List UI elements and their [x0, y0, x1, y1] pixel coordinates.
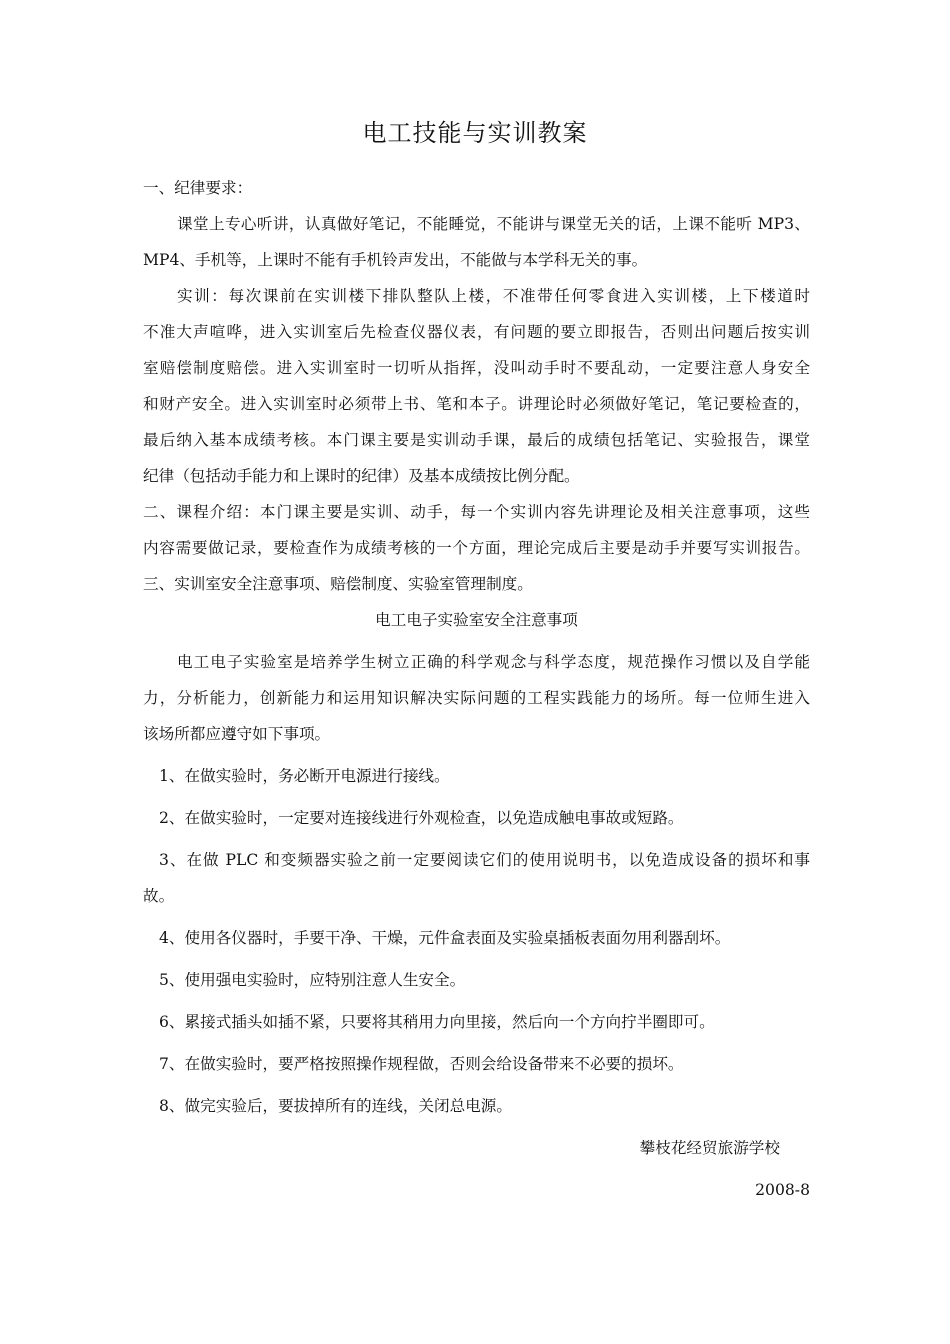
intro-line: 力，分析能力，创新能力和运用知识解决实际问题的工程实践能力的场所。每一位师生进入	[143, 689, 810, 707]
section-heading-lab-safety: 三、实训室安全注意事项、赔偿制度、实验室管理制度。	[143, 575, 533, 593]
paragraph-line: 室赔偿制度赔偿。进入实训室时一切听从指挥，没叫动手时不要乱动，一定要注意人身安全	[143, 359, 810, 377]
paragraph-line: 和财产安全。进入实训室时必须带上书、笔和本子。讲理论时必须做好笔记，笔记要检查的，	[143, 395, 810, 413]
rule-item-4: 4、使用各仪器时，手要干净、干燥，元件盒表面及实验桌插板表面勿用利器刮坏。	[159, 929, 731, 947]
rule-item-8: 8、做完实验后，要拔掉所有的连线，关闭总电源。	[159, 1097, 512, 1115]
intro-line: 电工电子实验室是培养学生树立正确的科学观念与科学态度，规范操作习惯以及自学能	[177, 653, 810, 671]
rule-item-5: 5、使用强电实验时，应特别注意人生安全。	[159, 971, 466, 989]
rule-item-7: 7、在做实验时，要严格按照操作规程做，否则会给设备带来不必要的损坏。	[159, 1055, 684, 1073]
document-title: 电工技能与实训教案	[362, 119, 588, 147]
signature-date: 2008-8	[755, 1181, 810, 1199]
rule-item-2: 2、在做实验时，一定要对连接线进行外观检查，以免造成触电事故或短路。	[159, 809, 684, 827]
rule-item-3: 3、在做 PLC 和变频器实验之前一定要阅读它们的使用说明书，以免造成设备的损坏和事	[159, 851, 810, 869]
paragraph-line: MP4、手机等，上课时不能有手机铃声发出，不能做与本学科无关的事。	[143, 251, 648, 269]
paragraph-line: 纪律（包括动手能力和上课时的纪律）及基本成绩按比例分配。	[143, 467, 580, 485]
section-course-intro-line: 二、课程介绍：本门课主要是实训、动手，每一个实训内容先讲理论及相关注意事项，这些	[143, 503, 810, 521]
section-course-intro-line: 内容需要做记录，要检查作为成绩考核的一个方面，理论完成后主要是动手并要写实训报告。	[143, 539, 810, 557]
document-body	[143, 170, 810, 1208]
subtitle-lab-safety: 电工电子实验室安全注意事项	[375, 611, 578, 629]
paragraph-line: 不准大声喧哗，进入实训室后先检查仪器仪表，有问题的要立即报告，否则出问题后按实训	[143, 323, 810, 341]
rule-item-6: 6、累接式插头如插不紧，只要将其稍用力向里接，然后向一个方向拧半圈即可。	[159, 1013, 715, 1031]
rule-item-1: 1、在做实验时，务必断开电源进行接线。	[159, 767, 450, 785]
rule-item-3-continued: 故。	[143, 887, 175, 905]
section-heading-discipline: 一、纪律要求：	[143, 179, 253, 197]
paragraph-line: 最后纳入基本成绩考核。本门课主要是实训动手课，最后的成绩包括笔记、实验报告，课堂	[143, 431, 810, 449]
intro-line: 该场所都应遵守如下事项。	[143, 725, 331, 743]
paragraph-line: 实训：每次课前在实训楼下排队整队上楼，不准带任何零食进入实训楼，上下楼道时	[177, 287, 810, 305]
paragraph-line: 课堂上专心听讲，认真做好笔记，不能睡觉，不能讲与课堂无关的话，上课不能听 MP3、	[177, 215, 810, 233]
signature-school: 攀枝花经贸旅游学校	[639, 1139, 780, 1157]
